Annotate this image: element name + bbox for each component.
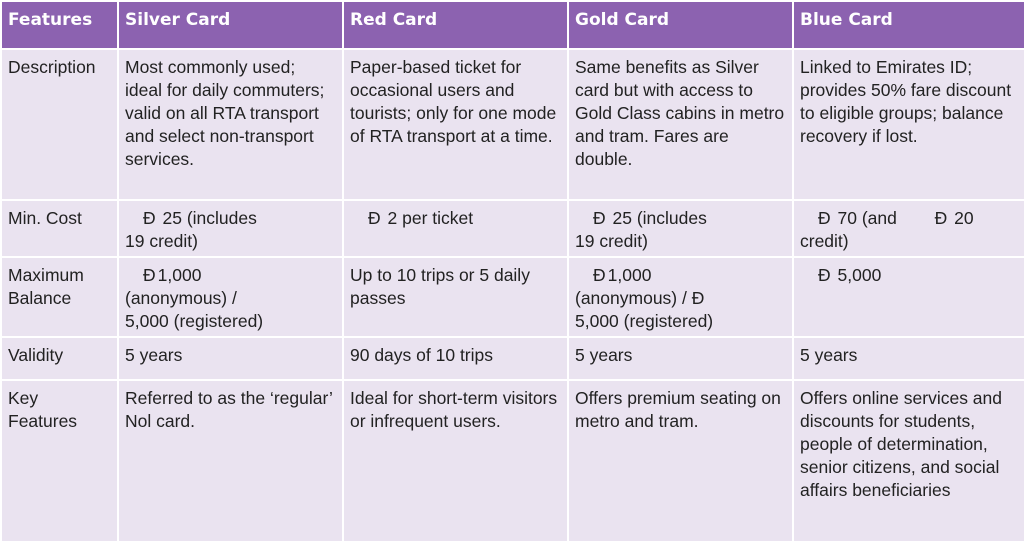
feature-label: Key Features (1, 380, 118, 542)
red-description: Paper-based ticket for occasional users and tourists; only for one mode of RTA transport at a time. (343, 49, 568, 200)
header-row (1, 1, 1024, 49)
red-max-balance: Up to 10 trips or 5 daily passes (343, 257, 568, 337)
dirham-symbol: Đ (934, 208, 948, 228)
feature-label: Description (1, 49, 118, 200)
dirham-symbol: Đ (593, 265, 606, 285)
silver-max-balance (118, 257, 343, 337)
dirham-symbol: Đ (143, 265, 156, 285)
blue-max-line1: 5,000 (837, 265, 882, 285)
gold-max-line2: (anonymous) / (575, 288, 687, 308)
silver-min-cost-line1: 25 (includes (162, 208, 257, 228)
header-gold-card: Gold Card (568, 1, 793, 49)
silver-description: Most commonly used; ideal for daily commuters; valid on all RTA transport and select non-transport services. (118, 49, 343, 200)
blue-description: Linked to Emirates ID; provides 50% fare discount to eligible groups; balance recovery if lost. (793, 49, 1024, 200)
dirham-symbol: Đ (368, 208, 381, 228)
feature-label: Maximum Balance (1, 257, 118, 337)
row-description (1, 49, 1024, 200)
blue-max-balance (793, 257, 1024, 337)
blue-validity: 5 years (793, 337, 1024, 380)
dirham-symbol: Đ (818, 265, 831, 285)
silver-min-cost-line2: 19 credit) (125, 231, 198, 251)
silver-key-features: Referred to as the ‘regular’ Nol card. (118, 380, 343, 542)
gold-min-cost-line1: 25 (includes (612, 208, 707, 228)
blue-min-cost-line1b: 20 (954, 208, 974, 228)
red-min-cost (343, 200, 568, 257)
gold-min-cost-line2: 19 credit) (575, 231, 648, 251)
dirham-symbol: Đ (691, 288, 705, 308)
red-key-features: Ideal for short-term visitors or infrequent users. (343, 380, 568, 542)
feature-label: Min. Cost (1, 200, 118, 257)
row-key-features (1, 380, 1024, 542)
red-validity: 90 days of 10 trips (343, 337, 568, 380)
blue-min-cost-line2: credit) (800, 231, 849, 251)
header-features: Features (1, 1, 118, 49)
blue-min-cost-line1: 70 (and (837, 208, 897, 228)
gold-validity: 5 years (568, 337, 793, 380)
row-min-cost (1, 200, 1024, 257)
feature-label: Validity (1, 337, 118, 380)
gold-max-line1: 1,000 (607, 265, 652, 285)
row-maximum-balance (1, 257, 1024, 337)
gold-min-cost (568, 200, 793, 257)
silver-max-line1: 1,000 (157, 265, 202, 285)
header-silver-card: Silver Card (118, 1, 343, 49)
dirham-symbol: Đ (143, 208, 156, 228)
silver-validity: 5 years (118, 337, 343, 380)
red-min-cost-line1: 2 per ticket (387, 208, 474, 228)
header-blue-card: Blue Card (793, 1, 1024, 49)
silver-max-line3: 5,000 (registered) (125, 311, 264, 331)
header-red-card: Red Card (343, 1, 568, 49)
gold-max-balance (568, 257, 793, 337)
silver-max-line2: (anonymous) / (125, 288, 237, 308)
gold-key-features: Offers premium seating on metro and tram. (568, 380, 793, 542)
silver-min-cost (118, 200, 343, 257)
dirham-symbol: Đ (818, 208, 831, 228)
dirham-symbol: Đ (593, 208, 606, 228)
row-validity (1, 337, 1024, 380)
gold-max-line3: 5,000 (registered) (575, 311, 714, 331)
blue-min-cost (793, 200, 1024, 257)
gold-description: Same benefits as Silver card but with access to Gold Class cabins in metro and tram. Fares are double. (568, 49, 793, 200)
blue-key-features: Offers online services and discounts for students, people of determination, senior citizens, and social affairs beneficiaries (793, 380, 1024, 542)
